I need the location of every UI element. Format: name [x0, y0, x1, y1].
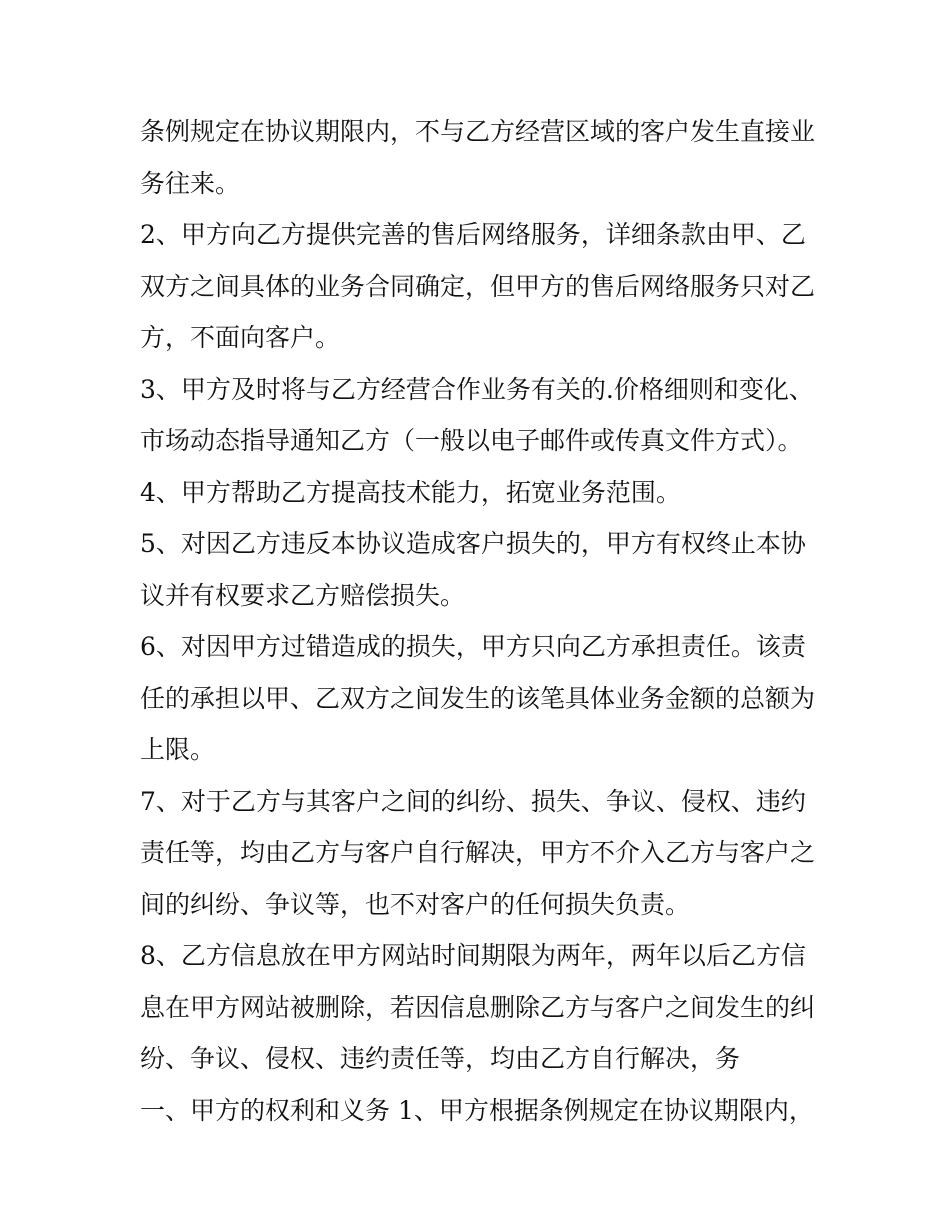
- text-line: 5、对因乙方违反本协议造成客户损失的，甲方有权终止本协: [140, 529, 806, 558]
- text-line: 2、甲方向乙方提供完善的售后网络服务，详细条款由甲、乙: [140, 220, 806, 249]
- text-line: 务往来。: [140, 168, 241, 198]
- text-line: 市场动态指导通知乙方（一般以电子邮件或传真文件方式）。: [140, 426, 803, 455]
- text-line: 上限。: [140, 735, 216, 764]
- text-line: 一、甲方的权利和义务 1、甲方根据条例规定在协议期限内，: [140, 1095, 814, 1125]
- text-line: 纷、争议、侵权、违约责任等，均由乙方自行解决，务: [140, 1044, 741, 1073]
- text-line: 双方之间具体的业务合同确定，但甲方的售后网络服务只对乙: [140, 271, 816, 301]
- text-line: 任的承担以甲、乙双方之间发生的该笔具体业务金额的总额为: [140, 683, 816, 713]
- text-line: 议并有权要求乙方赔偿损失。: [140, 580, 466, 610]
- text-line: 责任等，均由乙方与客户自行解决，甲方不介入乙方与客户之: [140, 838, 816, 867]
- text-line: 8、乙方信息放在甲方网站时间期限为两年，两年以后乙方信: [140, 941, 806, 970]
- text-line: 息在甲方网站被删除，若因信息删除乙方与客户之间发生的纠: [140, 992, 816, 1022]
- text-line: 3、甲方及时将与乙方经营合作业务有关的.价格细则和变化、: [140, 374, 814, 404]
- text-line: 4、甲方帮助乙方提高技术能力，拓宽业务范围。: [140, 477, 681, 507]
- text-line: 6、对因甲方过错造成的损失，甲方只向乙方承担责任。该责: [140, 632, 806, 661]
- document-body: [140, 106, 820, 1136]
- text-line: 条例规定在协议期限内，不与乙方经营区域的客户发生直接业: [140, 117, 816, 146]
- text-line: 7、对于乙方与其客户之间的纠纷、损失、争议、侵权、违约: [140, 786, 806, 816]
- text-line: 间的纠纷、争议等，也不对客户的任何损失负责。: [140, 889, 691, 919]
- text-line: 方，不面向客户。: [140, 323, 341, 352]
